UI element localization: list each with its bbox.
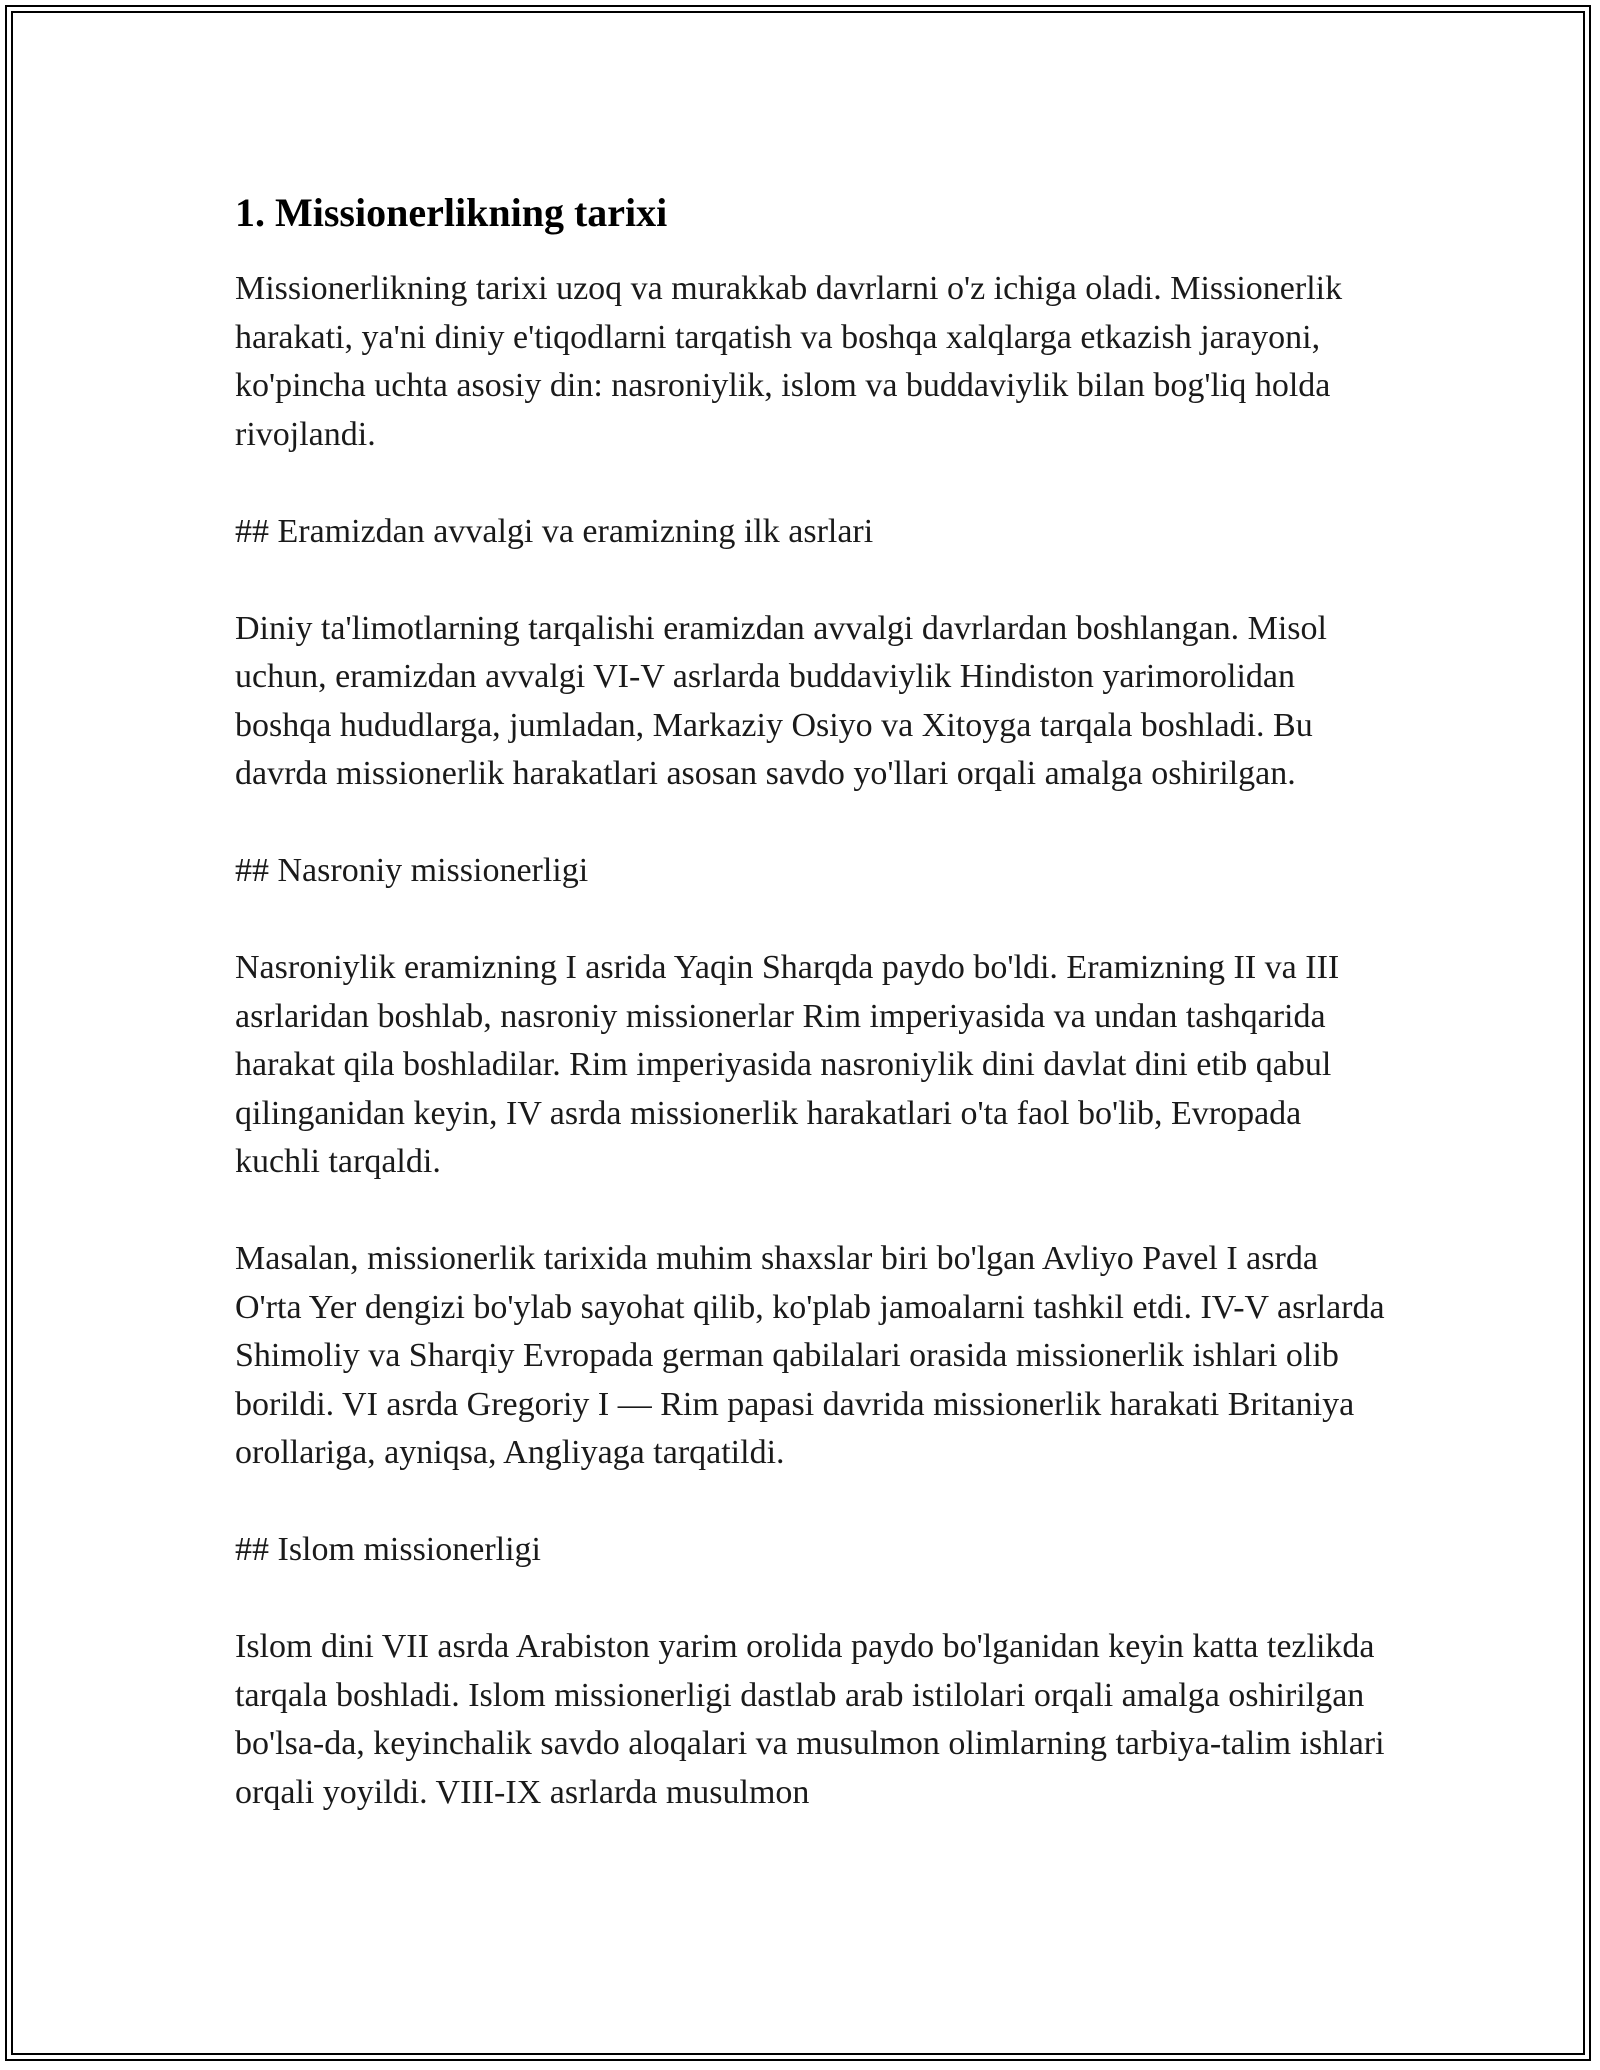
paragraph-intro: Missionerlikning tarixi uzoq va murakkab davrlarni o'z ichiga oladi. Missionerlik harakati, ya'ni diniy e'tiqodlarni tarqatish va boshqa xalqlarga etkazish jarayoni, ko'pincha uchta asosiy din: nasroniylik, islom va buddaviylik bilan bog'liq holda rivojlandi. [235, 270, 1343, 453]
document-title: 1. Missionerlikning tarixi [235, 190, 668, 235]
section-heading-early-centuries: ## Eramizdan avvalgi va eramizning ilk asrlari [235, 512, 874, 550]
paragraph-christianity-origin: Nasroniylik eramizning I asrida Yaqin Sharqda paydo bo'ldi. Eramizning II va III asrlaridan boshlab, nasroniy missionerlar Rim imperiyasida va undan tashqarida harakat qila boshladilar. Rim imperiyasida nasroniylik dini davlat dini etib qabul qilinganidan keyin, IV asrda missionerlik harakatlari o'ta faol bo'lib, Evropada kuchli tarqaldi. [235, 949, 1340, 1180]
paragraph-christian-figures: Masalan, missionerlik tarixida muhim shaxslar biri bo'lgan Avliyo Pavel I asrda O'rta Yer dengizi bo'ylab sayohat qilib, ko'plab jamoalarni tashkil etdi. IV-V asrlarda Shimoliy va Sharqiy Evropada german qabilalari orasida missionerlik ishlari olib borildi. VI asrda Gregoriy I — Rim papasi davrida missionerlik harakati Britaniya orollariga, ayniqsa, Angliyaga tarqatildi. [235, 1240, 1385, 1471]
section-heading-islamic-missions: ## Islom missionerligi [235, 1531, 541, 1568]
section-heading-christian-missions: ## Nasroniy missionerligi [235, 852, 589, 889]
paragraph-islam-spread: Islom dini VII asrda Arabiston yarim orolida paydo bo'lganidan keyin katta tezlikda tarqala boshladi. Islom missionerligi dastlab arab istilolari orqali amalga oshirilgan bo'lsa-da, keyinchalik savdo aloqalari va musulmon olimlarning tarbiya-talim ishlari orqali yoyildi. VIII-IX asrlarda musulmon [235, 1628, 1385, 1811]
paragraph-early-spread: Diniy ta'limotlarning tarqalishi eramizdan avvalgi davrlardan boshlangan. Misol uchun, eramizdan avvalgi VI-V asrlarda buddaviylik Hindiston yarimorolidan boshqa hududlarga, jumladan, Markaziy Osiyo va Xitoyga tarqala boshladi. Bu davrda missionerlik harakatlari asosan savdo yo'llari orqali amalga oshirilgan. [235, 609, 1327, 792]
document-body [235, 185, 1385, 1866]
